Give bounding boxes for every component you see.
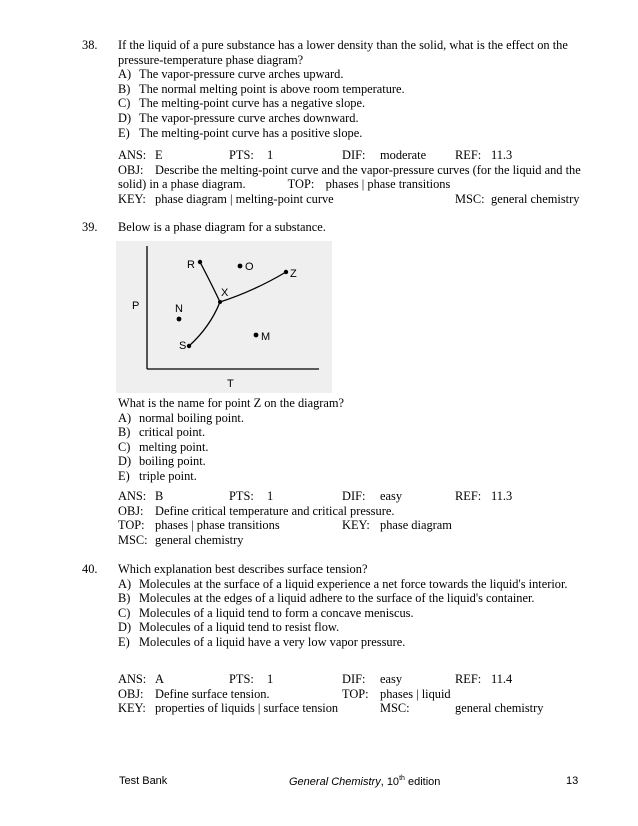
option-a: A) normal boiling point.	[118, 410, 244, 425]
option-a: A) Molecules at the surface of a liquid experience a net force towards the liquid's interior.	[118, 576, 568, 591]
point-r-marker	[198, 260, 202, 264]
option-c: C) The melting-point curve has a negative slope.	[118, 96, 366, 111]
question-prompt	[118, 396, 588, 484]
answer-value: A	[155, 672, 164, 686]
page-number: 13	[566, 775, 579, 787]
footer-left: Test Bank	[119, 775, 168, 787]
vapor-pressure-curve	[220, 272, 286, 302]
option-d: D) boiling point.	[118, 454, 206, 469]
option-d: D) The vapor-pressure curve arches downward.	[118, 110, 359, 125]
question-stem	[118, 562, 588, 650]
phase-diagram	[116, 241, 332, 393]
option-e: E) The melting-point curve has a positive slope.	[118, 125, 363, 140]
answer-metadata: ANS: A PTS: 1 DIF: easy REF: 11.4 OBJ: Define surface tension. TOP: phases | liquid KEY: properties of liquids | surface tension MSC: general chemistry	[118, 672, 544, 716]
answer-value: E	[155, 148, 163, 162]
point-s-marker	[187, 344, 191, 348]
point-m-label: M	[261, 331, 271, 343]
answer-metadata: ANS: E PTS: 1 DIF: moderate REF: 11.3 OBJ: Describe the melting-point curve and the vapor-pressure curves (for the liquid and the solid) in a phase diagram. TOP: phases | phase transitions KEY: phase diagram | melting-point curve MSC: general chemistry	[118, 148, 581, 206]
question-number: 39.	[82, 220, 98, 234]
option-b: B) Molecules at the edges of a liquid adhere to the surface of the liquid's container.	[118, 591, 535, 606]
point-z-label: Z	[290, 268, 297, 280]
option-e: E) triple point.	[118, 468, 197, 483]
option-d: D) Molecules of a liquid tend to resist flow.	[118, 620, 340, 635]
melting-curve	[200, 262, 220, 302]
sublimation-curve	[189, 302, 220, 346]
option-b: B) The normal melting point is above room temperature.	[118, 81, 405, 96]
question-stem	[118, 220, 588, 235]
x-axis-label: T	[227, 378, 234, 390]
question-number: 38.	[82, 38, 98, 52]
option-a: A) The vapor-pressure curve arches upward.	[118, 67, 344, 82]
option-b: B) critical point.	[118, 425, 206, 440]
option-c: C) Molecules of a liquid tend to form a concave meniscus.	[118, 605, 414, 620]
book-title: General Chemistry	[289, 776, 381, 788]
question-number: 40.	[82, 562, 98, 576]
prompt-text: What is the name for point Z on the diagram?	[118, 396, 345, 410]
footer-title: General Chemistry, 10th edition	[289, 775, 441, 788]
point-z-marker	[284, 270, 288, 274]
point-s-label: S	[179, 340, 187, 352]
question-stem	[118, 38, 588, 140]
point-n-marker	[177, 317, 182, 322]
point-x-marker	[218, 300, 222, 304]
point-x-label: X	[221, 287, 229, 299]
point-n-label: N	[175, 303, 183, 315]
answer-metadata: ANS: B PTS: 1 DIF: easy REF: 11.3 OBJ: Define critical temperature and critical pressure. TOP: phases | phase transitions KEY: phase diagram MSC: general chemistry	[118, 489, 513, 547]
stem-text: Below is a phase diagram for a substance.	[118, 220, 326, 234]
point-m-marker	[254, 333, 259, 338]
option-e: E) Molecules of a liquid have a very low vapor pressure.	[118, 634, 406, 649]
point-o-marker	[238, 264, 243, 269]
option-c: C) melting point.	[118, 439, 209, 454]
stem-text: If the liquid of a pure substance has a lower density than the solid, what is the effect on the pressure-temperature phase diagram?	[118, 38, 568, 67]
point-r-label: R	[187, 259, 195, 271]
phase-diagram-figure	[116, 241, 332, 393]
answer-value: B	[155, 489, 164, 503]
y-axis-label: P	[132, 300, 140, 312]
stem-text: Which explanation best describes surface tension?	[118, 562, 368, 576]
point-o-label: O	[245, 261, 254, 273]
